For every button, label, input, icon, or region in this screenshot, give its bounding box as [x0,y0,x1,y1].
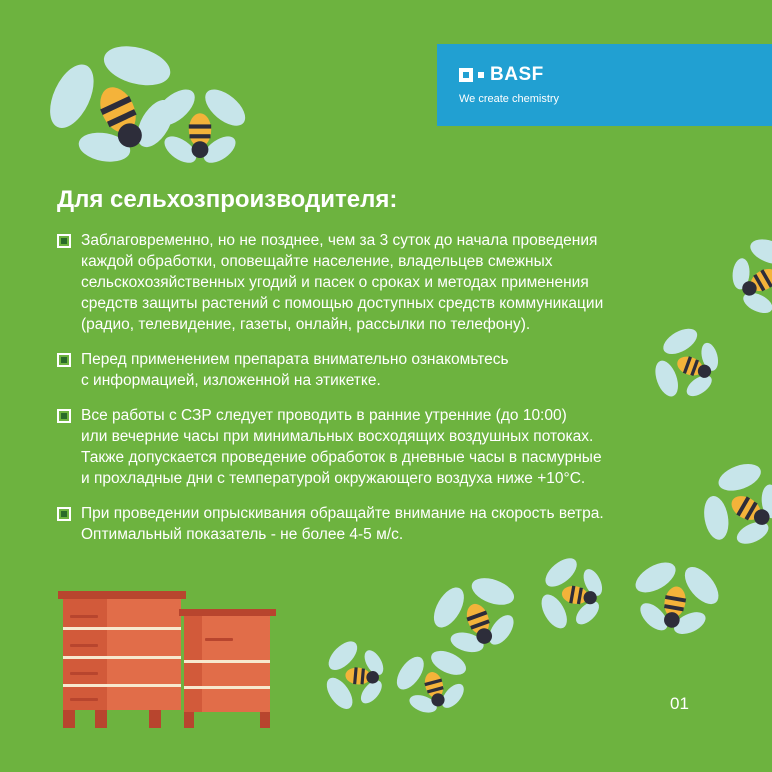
list-item-text: Все работы с СЗР следует проводить в ранние утренние (до 10:00) или вечерние часы при минимальных восходящих воздушных потоках. Также допускается проведение обработок в дневные часы в пасмурные и прохладные дни с температурой окружающего воздуха ниже +10°С. [81,407,602,487]
list-item [57,230,717,335]
brand-tagline: We create chemistry [459,93,560,105]
bee-icon [718,250,772,310]
bee-icon [398,653,468,723]
logo-square-icon [459,68,473,82]
bee-icon [330,638,390,718]
list-item [57,349,717,391]
bullet-square-icon [57,353,71,367]
list-item-text: Заблаговременно, но не позднее, чем за 3 суток до начала проведения каждой обработки, оповещайте население, владельцев смежных сельскохозяйственных угодий и пасек о сроках и методах применения средств защиты растений с помощью доступных средств коммуникации (радио, телевидение, газеты, онлайн, рассылки по телефону). [81,232,604,333]
basf-logo [459,64,544,85]
brand-name: BASF [490,64,544,85]
beehive-icon [55,588,280,738]
logo-dot-icon [478,72,484,78]
bee-icon [432,585,522,655]
bee-icon [545,555,605,635]
brand-banner [437,44,772,126]
bee-icon [630,570,720,640]
page-number: 01 [670,694,689,713]
list-item-text: Перед применением препарата внимательно ознакомьтесь с информацией, изложенной на этикетке. [81,351,509,389]
list-item [57,405,717,489]
list-item [57,503,717,545]
bee-icon [145,96,255,166]
page-title: Для сельхозпроизводителя: [57,186,398,213]
bullet-square-icon [57,507,71,521]
list-item-text: При проведении опрыскивания обращайте внимание на скорость ветра. Оптимальный показатель - не более 4-5 м/с. [81,505,604,543]
bullet-square-icon [57,409,71,423]
advice-list [57,230,717,559]
bullet-square-icon [57,234,71,248]
